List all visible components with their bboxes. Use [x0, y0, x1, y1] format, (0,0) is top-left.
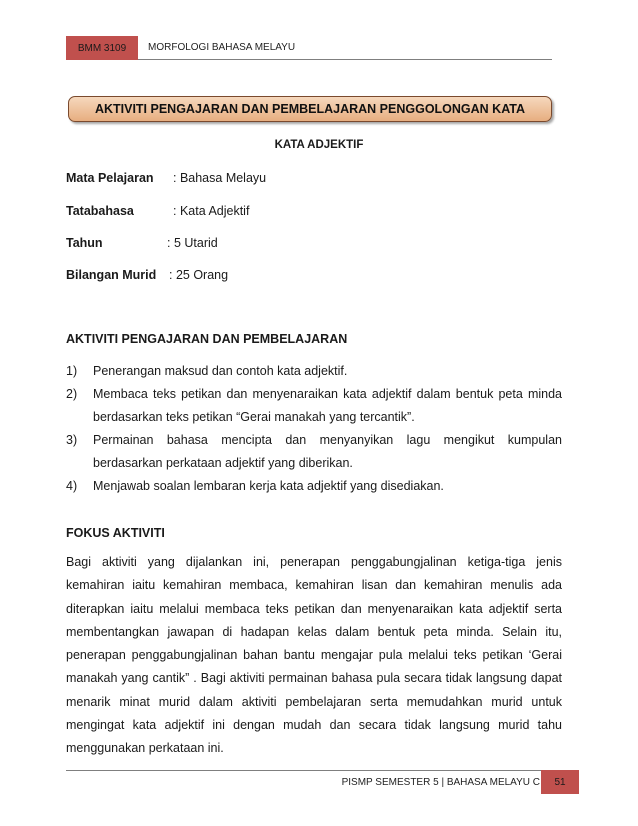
list-text: Membaca teks petikan dan menyenaraikan kata adjektif dalam bentuk peta minda — [93, 387, 562, 401]
page-subtitle: KATA ADJEKTIF — [274, 139, 364, 151]
page-header — [66, 36, 552, 60]
focus-paragraph: Bagi aktiviti yang dijalankan ini, penerapan penggabungjalinan ketiga-tiga jenis kemahiran iaitu kemahiran membaca, kemahiran lisan dan kemahiran menulis ada diterapkan iaitu melalui membaca teks petikan dan menyenaraikan kata adjektif serta membentangkan jawapan di hadapan kelas dalam bentuk peta minda. Selain itu, penerapan penggabungjalinan bahan bantu mengajar pula melalui teks petikan ‘Gerai manakah yang cantik” . Bagi aktiviti permainan bahasa pula secara tidak langsung dapat menarik minat murid dalam aktiviti pembelajaran serta memudahkan murid untuk mengingat kata adjektif ini dengan mudah dan secara tidak langsung murid tahu menggunakan perkataan ini. — [66, 555, 562, 756]
info-label: Bilangan Murid — [66, 268, 157, 282]
info-row-subject — [66, 171, 267, 185]
list-text: Penerangan maksud dan contoh kata adjektif. — [93, 364, 348, 378]
info-row-year — [66, 236, 218, 250]
activity-banner: AKTIVITI PENGAJARAN DAN PEMBELAJARAN PENGGOLONGAN KATA — [68, 96, 552, 122]
info-value: : Bahasa Melayu — [173, 171, 267, 185]
list-text: Menjawab soalan lembaran kerja kata adjektif yang disediakan. — [93, 479, 444, 493]
page-number: 51 — [541, 770, 579, 794]
list-number: 4) — [66, 479, 78, 493]
info-value: : Kata Adjektif — [173, 204, 250, 218]
info-row-students — [66, 268, 229, 282]
list-number: 3) — [66, 433, 78, 447]
list-number: 1) — [66, 364, 78, 378]
info-label: Mata Pelajaran — [66, 171, 154, 185]
info-value: : 25 Orang — [169, 268, 229, 282]
list-number: 2) — [66, 387, 78, 401]
list-text: berdasarkan teks petikan “Gerai manakah yang tercantik”. — [93, 410, 415, 424]
header-divider — [138, 59, 552, 60]
list-text: berdasarkan perkataan adjektif yang diberikan. — [93, 456, 353, 470]
course-code-badge: BMM 3109 — [66, 36, 138, 60]
list-text: Permainan bahasa mencipta dan menyanyikan lagu mengikut kumpulan — [93, 433, 562, 447]
footer-text: PISMP SEMESTER 5 | BAHASA MELAYU C — [341, 777, 540, 788]
activities-heading: AKTIVITI PENGAJARAN DAN PEMBELAJARAN — [66, 332, 348, 346]
info-row-grammar — [66, 204, 250, 218]
focus-heading: FOKUS AKTIVITI — [66, 526, 165, 540]
footer-divider — [66, 770, 552, 771]
info-label: Tatabahasa — [66, 204, 134, 218]
info-value: : 5 Utarid — [167, 236, 218, 250]
info-label: Tahun — [66, 236, 103, 250]
course-title: MORFOLOGI BAHASA MELAYU — [148, 42, 296, 53]
